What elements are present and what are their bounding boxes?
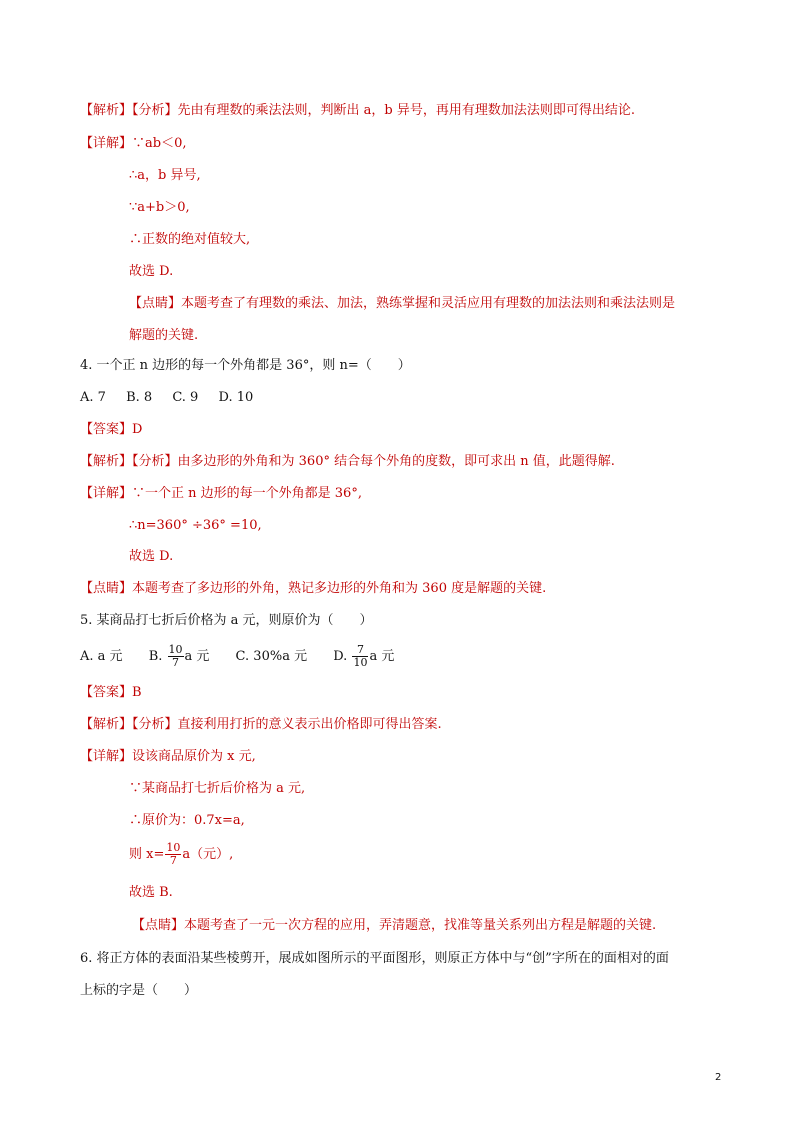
option-b: B. 8 bbox=[126, 390, 153, 405]
detail-step-fraction bbox=[129, 840, 233, 870]
detail-step: ∴a，b 异号, bbox=[129, 168, 201, 183]
page-number: 2 bbox=[715, 1072, 722, 1083]
fraction bbox=[168, 644, 184, 669]
detail-step: ∵某商品打七折后价格为 a 元, bbox=[129, 781, 306, 796]
fraction bbox=[165, 842, 181, 867]
option-b bbox=[149, 642, 210, 672]
option-a: A. 7 bbox=[80, 390, 106, 405]
option-d-label: D. bbox=[333, 649, 348, 664]
option-c: C. 30%a 元 bbox=[235, 649, 308, 664]
fraction-numerator: 7 bbox=[352, 644, 368, 657]
comment-text: 本题考查了多边形的外角，熟记多边形的外角和为 360 度是解题的关键. bbox=[132, 581, 547, 596]
option-d-tail: a 元 bbox=[369, 649, 395, 664]
analysis-line-q5 bbox=[80, 716, 442, 734]
detail-line-q3 bbox=[80, 135, 187, 153]
detail-text: ∵一个正 n 边形的每一个外角都是 36°, bbox=[132, 486, 362, 501]
question-6: 6. 将正方体的表面沿某些棱剪开，展成如图所示的平面图形，则原正方体中与“创”字所在的面相对的面 bbox=[80, 951, 669, 966]
fraction-numerator: 10 bbox=[166, 841, 181, 854]
question-4: 4. 一个正 n 边形的每一个外角都是 36°，则 n=（ ） bbox=[80, 358, 411, 373]
analysis-line-q4 bbox=[80, 453, 615, 471]
answer-line-q4 bbox=[80, 421, 142, 439]
detail-text: ∵ab＜0, bbox=[132, 136, 187, 151]
detail-text: 设该商品原价为 x 元, bbox=[132, 749, 256, 764]
detail-tag: 【详解】 bbox=[80, 136, 133, 151]
analysis-tag: 【解析】【分析】 bbox=[80, 103, 178, 118]
detail-step: 故选 D. bbox=[129, 549, 174, 564]
option-d: D. 10 bbox=[218, 390, 254, 405]
answer-tag: 【答案】 bbox=[80, 685, 133, 700]
option-c: C. 9 bbox=[172, 390, 199, 405]
detail-step: ∴n=360° ÷36° =10, bbox=[129, 518, 262, 533]
comment-tag: 【点睛】 bbox=[80, 581, 133, 596]
question-5-options bbox=[80, 642, 394, 672]
fraction-numerator: 10 bbox=[168, 643, 183, 656]
option-a: A. a 元 bbox=[80, 649, 123, 664]
detail-tag: 【详解】 bbox=[80, 486, 133, 501]
analysis-text: 由多边形的外角和为 360° 结合每个外角的度数，即可求出 n 值，此题得解. bbox=[177, 454, 615, 469]
option-b-label: B. bbox=[148, 649, 163, 664]
answer-line-q5 bbox=[80, 684, 142, 702]
answer-value: B bbox=[132, 685, 142, 700]
detail-tag: 【详解】 bbox=[80, 749, 133, 764]
fraction-denominator: 10 bbox=[353, 656, 368, 669]
fraction-denominator: 7 bbox=[172, 656, 180, 669]
comment-text: 本题考查了有理数的乘法、加法，熟练掌握和灵活应用有理数的加法法则和乘法法则是 bbox=[181, 296, 676, 311]
analysis-text: 直接利用打折的意义表示出价格即可得出答案. bbox=[177, 717, 442, 732]
analysis-tag: 【解析】【分析】 bbox=[80, 717, 178, 732]
option-d bbox=[333, 642, 394, 672]
detail-line-q5 bbox=[80, 748, 256, 766]
analysis-text: 先由有理数的乘法法则，判断出 a，b 异号，再用有理数加法法则即可得出结论. bbox=[177, 103, 635, 118]
comment-line-q5 bbox=[132, 917, 656, 935]
detail-step: ∴正数的绝对值较大, bbox=[129, 232, 251, 247]
detail-step: 故选 B. bbox=[129, 885, 173, 900]
equation-suffix: a（元）, bbox=[182, 847, 234, 862]
comment-text: 本题考查了一元一次方程的应用，弄清题意，找准等量关系列出方程是解题的关键. bbox=[184, 918, 657, 933]
question-5: 5. 某商品打七折后价格为 a 元，则原价为（ ） bbox=[80, 613, 373, 628]
comment-line-q4 bbox=[80, 580, 546, 598]
option-b-tail: a 元 bbox=[184, 649, 210, 664]
analysis-tag: 【解析】【分析】 bbox=[80, 454, 178, 469]
fraction-denominator: 7 bbox=[169, 854, 177, 867]
comment-tag: 【点睛】 bbox=[129, 296, 182, 311]
answer-value: D bbox=[132, 422, 143, 437]
analysis-line-q3 bbox=[80, 102, 635, 120]
detail-step: 故选 D. bbox=[129, 264, 174, 279]
question-6-cont: 上标的字是（ ） bbox=[80, 983, 198, 998]
detail-step: ∴原价为：0.7x=a, bbox=[129, 813, 245, 828]
comment-tag: 【点睛】 bbox=[132, 918, 185, 933]
question-4-options bbox=[80, 389, 253, 407]
answer-tag: 【答案】 bbox=[80, 422, 133, 437]
comment-line-q3 bbox=[129, 295, 675, 313]
comment-text-cont: 解题的关键. bbox=[129, 328, 199, 343]
fraction bbox=[352, 644, 368, 669]
equation-prefix: 则 x= bbox=[129, 847, 165, 862]
detail-step: ∵a+b＞0, bbox=[129, 200, 190, 215]
detail-line-q4 bbox=[80, 485, 362, 503]
